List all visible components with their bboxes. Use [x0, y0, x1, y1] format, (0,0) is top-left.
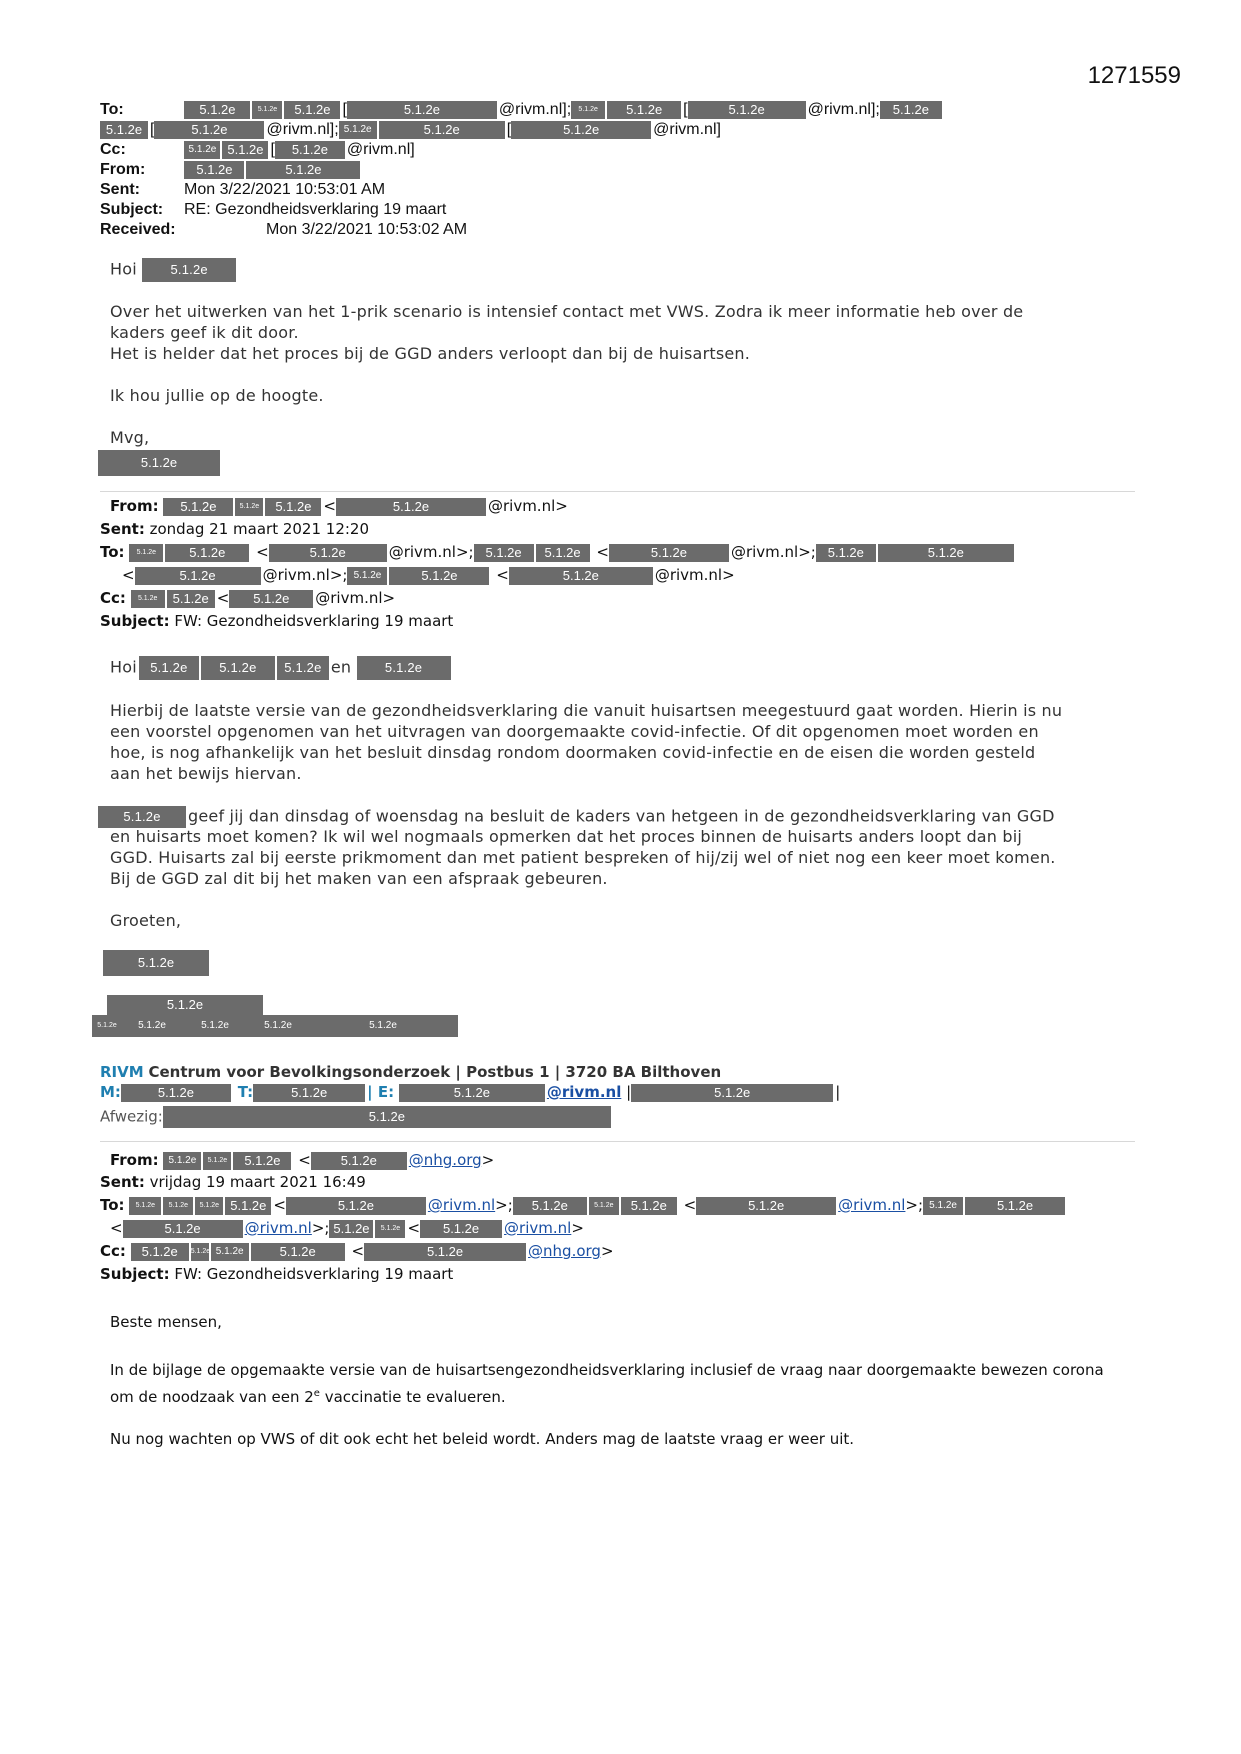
email2-body-line: Bij de GGD zal dit bij het maken van een afspraak gebeuren.	[110, 869, 608, 888]
redaction: 5.1.2e	[154, 121, 264, 139]
email2-body-line: een voorstel opgenomen van het uitvragen van doorgemaakte covid-infectie. Of dit opgenomen moet worden en	[110, 722, 1039, 741]
email2-body-line: en huisarts moet komen? Ik wil wel nogmaals opmerken dat het proces binnen de huisarts anders loopt dan bij	[110, 827, 1023, 846]
email-link[interactable]: @nhg.org	[408, 1151, 482, 1169]
redaction: 5.1.2e	[142, 258, 236, 282]
email-link[interactable]: @rivm.nl	[504, 1219, 572, 1237]
email1-to-line2	[100, 120, 721, 140]
redaction: 5.1.2e	[184, 101, 250, 119]
redaction: 5.1.2e	[184, 141, 220, 159]
separator	[100, 491, 1135, 492]
email1-closing: Mvg,	[110, 428, 150, 447]
email3-body-line: In de bijlage de opgemaakte versie van de huisartsengezondheidsverklaring inclusief de vraag naar doorgemaakte bewezen corona	[110, 1361, 1104, 1379]
subject-value: FW: Gezondheidsverklaring 19 maart	[174, 1265, 454, 1283]
email1-body-line: Over het uitwerken van het 1-prik scenario is intensief contact met VWS. Zodra ik meer informatie heb over de	[110, 302, 1024, 321]
email-domain: @rivm.nl];	[266, 121, 339, 138]
redaction: 5.1.2e	[222, 141, 268, 159]
email1-from-line	[100, 160, 362, 180]
email-domain: @rivm.nl]	[346, 141, 415, 158]
email3-sent-line	[100, 1172, 366, 1192]
email1-body-line: Het is helder dat het proces bij de GGD anders verloopt dan bij de huisartsen.	[110, 344, 751, 363]
email3-subject-line	[100, 1264, 453, 1284]
sent-value: vrijdag 19 maart 2021 16:49	[149, 1173, 366, 1191]
email1-sent-line	[100, 180, 385, 200]
redaction: 5.1.2e	[336, 498, 486, 516]
redaction: 5.1.2e	[265, 498, 321, 516]
sent-value: zondag 21 maart 2021 12:20	[149, 520, 370, 538]
email2-body-line: Hierbij de laatste versie van de gezondheidsverklaring die vanuit huisartsen meegestuurd gaat worden. Hierin is nu	[110, 701, 1063, 720]
redaction: 5.1.2e	[184, 161, 244, 179]
separator	[100, 1141, 1135, 1142]
email2-body-line: 5.1.2e geef jij dan dinsdag of woensdag na besluit de kaders van hetgeen in de gezondheidsverklaring van GGD	[98, 806, 1055, 828]
email3-to-line: To: 5.1.2e 5.1.2e 5.1.2e 5.1.2e < 5.1.2e @rivm.nl>; 5.1.2e 5.1.2e 5.1.2e < 5.1.2e @rivm.nl>; 5.1.2e 5.1.2e	[100, 1195, 1067, 1215]
redaction: 5.1.2e	[235, 498, 263, 516]
email2-signature-redaction: 5.1.2e	[107, 995, 265, 1015]
signature-org-line: RIVM Centrum voor Bevolkingsonderzoek | Postbus 1 | 3720 BA Bilthoven	[100, 1063, 722, 1081]
email1-cc-line	[100, 140, 415, 160]
from-label: From:	[110, 497, 159, 515]
email1-body-line: Ik hou jullie op de hoogte.	[110, 386, 324, 405]
redaction: 5.1.2e	[275, 141, 345, 159]
redaction: 5.1.2e	[511, 121, 651, 139]
document-number: 1271559	[1087, 62, 1181, 89]
signature-contact-line: M: 5.1.2e T: 5.1.2e | E: 5.1.2e @rivm.nl | 5.1.2e |	[100, 1083, 841, 1101]
redaction: 5.1.2e	[688, 101, 806, 119]
redaction: 5.1.2e	[252, 101, 282, 119]
email3-greeting: Beste mensen,	[110, 1313, 222, 1331]
email2-body-line: GGD. Huisarts zal bij eerste prikmoment dan met patient bespreken of hij/zij wel of niet nog een keer moet komen.	[110, 848, 1056, 867]
email1-body-line: kaders geef ik dit door.	[110, 323, 299, 342]
from-label: From:	[100, 161, 146, 178]
redaction: 5.1.2e	[880, 101, 942, 119]
redaction: 5.1.2e	[339, 121, 377, 139]
redaction: 5.1.2e	[379, 121, 505, 139]
to-label: To:	[100, 1196, 125, 1214]
redaction: 5.1.2e	[347, 101, 497, 119]
email-domain: @rivm.nl]	[653, 121, 721, 138]
email1-to-line	[100, 100, 944, 120]
redaction: 5.1.2e	[571, 101, 605, 119]
email2-body-line: hoe, is nog afhankelijk van het besluit dinsdag rondom doormaken covid-infectie en de eisen die worden gesteld	[110, 743, 1036, 762]
email2-subject-line	[100, 611, 453, 631]
received-value: Mon 3/22/2021 10:53:02 AM	[266, 221, 468, 238]
email-domain: @rivm.nl>	[487, 497, 568, 515]
bracket: [	[683, 101, 688, 118]
email2-cc-line: Cc: 5.1.2e 5.1.2e < 5.1.2e @rivm.nl>	[100, 589, 396, 607]
email3-cc-line: Cc: 5.1.2e 5.1.2e 5.1.2e 5.1.2e < 5.1.2e @nhg.org>	[100, 1242, 614, 1260]
bracket: [	[506, 121, 512, 138]
email1-greeting: Hoi 5.1.2e	[110, 258, 238, 282]
email2-to-line: To: 5.1.2e 5.1.2e < 5.1.2e @rivm.nl>; 5.1.2e 5.1.2e < 5.1.2e @rivm.nl>; 5.1.2e 5.1.2e	[100, 542, 1016, 562]
redaction: 5.1.2e	[163, 498, 233, 516]
email2-closing: Groeten,	[110, 911, 182, 930]
sent-label: Sent:	[100, 181, 140, 198]
email1-subject-line	[100, 200, 446, 220]
signature-afwezig-line: Afwezig: 5.1.2e	[100, 1106, 613, 1128]
org-name: RIVM	[100, 1063, 144, 1081]
email-domain: @rivm.nl];	[807, 101, 880, 118]
email2-sent-line	[100, 519, 369, 539]
email-link[interactable]: @rivm.nl	[546, 1083, 622, 1101]
email3-body-line: Nu nog wachten op VWS of dit ook echt het beleid wordt. Anders mag de laatste vraag er weer uit.	[110, 1430, 855, 1448]
email2-signature-redaction: 5.1.2e	[103, 950, 211, 976]
email2-signature-redaction: 5.1.2e 5.1.2e 5.1.2e 5.1.2e 5.1.2e	[92, 1015, 458, 1037]
bracket: [	[150, 121, 155, 138]
sent-label: Sent:	[100, 1173, 145, 1191]
email-link[interactable]: @rivm.nl	[838, 1196, 906, 1214]
email3-to-line2: < 5.1.2e @rivm.nl>; 5.1.2e 5.1.2e < 5.1.2e @rivm.nl>	[110, 1219, 584, 1237]
email-domain: @rivm.nl];	[498, 101, 572, 118]
to-label: To:	[100, 101, 124, 118]
email2-to-line2: < 5.1.2e @rivm.nl>; 5.1.2e 5.1.2e < 5.1.2e @rivm.nl>	[122, 566, 735, 584]
received-label: Received:	[100, 221, 176, 238]
subject-label: Subject:	[100, 201, 164, 218]
subject-label: Subject:	[100, 1265, 170, 1283]
email-link[interactable]: @rivm.nl	[427, 1196, 496, 1214]
redaction: 5.1.2e	[284, 101, 340, 119]
sent-label: Sent:	[100, 520, 145, 538]
redaction: 5.1.2e	[100, 121, 148, 139]
from-label: From:	[110, 1151, 159, 1169]
email-link[interactable]: @nhg.org	[528, 1242, 601, 1260]
redaction: 5.1.2e	[607, 101, 681, 119]
email2-body-line: aan het bewijs hiervan.	[110, 764, 302, 783]
cc-label: Cc:	[100, 141, 126, 158]
to-label: To:	[100, 543, 125, 561]
bracket: [	[270, 141, 275, 158]
email2-greeting: Hoi 5.1.2e 5.1.2e 5.1.2e en 5.1.2e	[110, 656, 453, 680]
email2-from-line: From: 5.1.2e 5.1.2e 5.1.2e < 5.1.2e @rivm.nl>	[110, 497, 568, 515]
email3-from-line: From: 5.1.2e 5.1.2e 5.1.2e < 5.1.2e @nhg.org>	[110, 1151, 495, 1169]
subject-label: Subject:	[100, 612, 170, 630]
cc-label: Cc:	[100, 1242, 126, 1260]
email-link[interactable]: @rivm.nl	[244, 1219, 312, 1237]
redaction: 5.1.2e	[246, 161, 360, 179]
email1-received-line	[100, 220, 467, 240]
subject-value: RE: Gezondheidsverklaring 19 maart	[184, 201, 447, 218]
email1-signature-redaction: 5.1.2e	[98, 450, 222, 476]
cc-label: Cc:	[100, 589, 126, 607]
sent-value: Mon 3/22/2021 10:53:01 AM	[184, 181, 386, 198]
subject-value: FW: Gezondheidsverklaring 19 maart	[174, 612, 454, 630]
email3-body-line: om de noodzaak van een 2e vaccinatie te evalueren.	[110, 1388, 506, 1406]
bracket: [	[342, 101, 347, 118]
